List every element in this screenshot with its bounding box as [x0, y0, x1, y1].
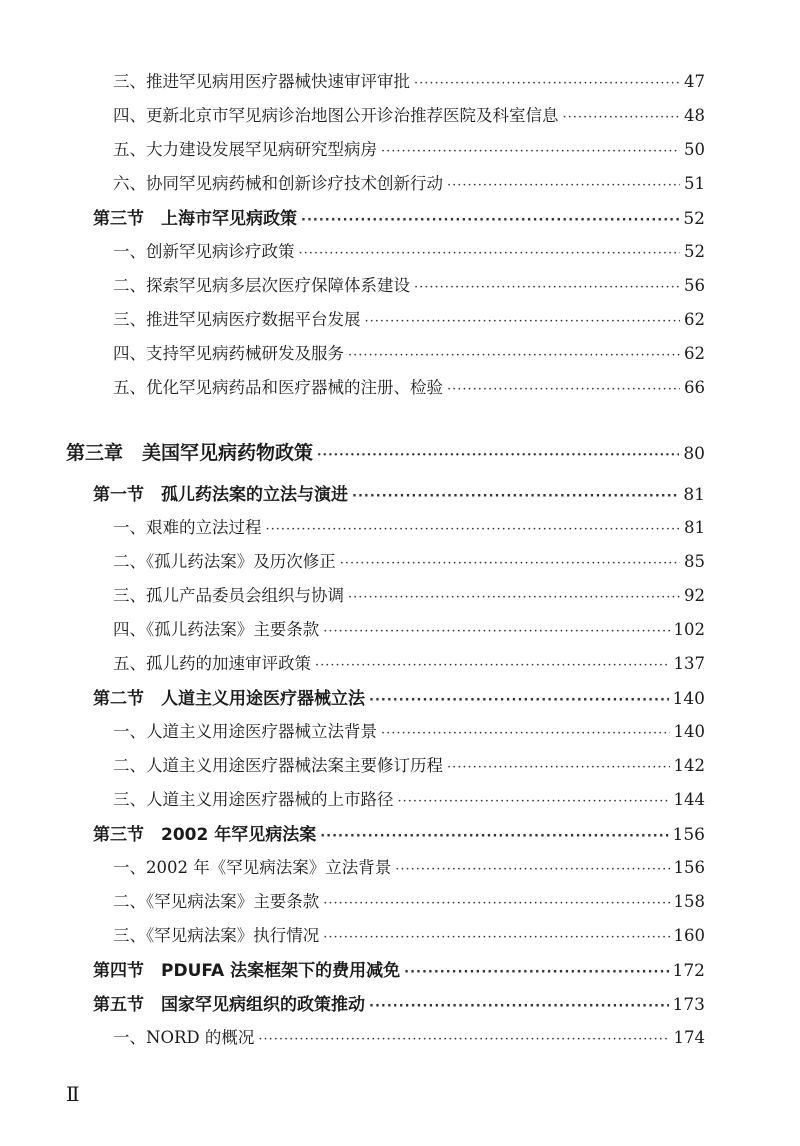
toc-page-number: 158 — [673, 892, 705, 911]
dot-leader — [317, 448, 679, 463]
dot-leader — [381, 726, 670, 741]
toc-page-number: 62 — [684, 310, 705, 329]
toc-entry-title: 第四节 PDUFA 法案框架下的费用减免 — [93, 961, 401, 981]
toc-page-number: 50 — [684, 140, 705, 159]
dot-leader — [369, 693, 669, 708]
toc-page-number: 156 — [673, 858, 705, 877]
toc-entry-title: 三、推进罕见病用医疗器械快速审评审批 — [113, 72, 410, 91]
toc-page-number: 52 — [684, 242, 705, 261]
toc-entry — [113, 136, 705, 160]
toc-entry — [113, 272, 705, 296]
toc-entry — [113, 718, 705, 742]
toc-entry-title: 二、人道主义用途医疗器械法案主要修订历程 — [113, 756, 443, 775]
dot-leader — [348, 348, 680, 363]
dot-leader — [395, 862, 669, 877]
dot-leader — [381, 144, 680, 159]
dot-leader — [323, 930, 669, 945]
toc-page-number: 173 — [672, 995, 705, 1015]
dot-leader — [563, 110, 681, 125]
dot-leader — [398, 794, 670, 809]
dot-leader — [323, 624, 669, 639]
toc-entry — [113, 306, 705, 330]
toc-entry-title: 三、孤儿产品委员会组织与协调 — [113, 586, 344, 605]
toc-entry — [113, 582, 705, 606]
toc-entry-title: 四、更新北京市罕见病诊治地图公开诊治推荐医院及科室信息 — [113, 106, 559, 125]
toc-entry-title: 一、2002 年《罕见病法案》立法背景 — [113, 858, 392, 877]
toc-page-number: 102 — [673, 620, 705, 639]
dot-leader — [299, 246, 681, 261]
toc-page-number: 137 — [673, 654, 705, 673]
toc-entry-title: 四、支持罕见病药械研发及服务 — [113, 344, 344, 363]
toc-entry — [113, 650, 705, 674]
toc-entry-title: 三、人道主义用途医疗器械的上市路径 — [113, 790, 394, 809]
toc-entry — [113, 374, 705, 398]
toc-entry-title: 一、艰难的立法过程 — [113, 518, 262, 537]
dot-leader — [352, 489, 679, 504]
toc-section — [93, 990, 705, 1015]
toc-entry — [113, 786, 705, 810]
toc-section — [93, 480, 705, 505]
toc-entry-title: 五、优化罕见病药品和医疗器械的注册、检验 — [113, 378, 443, 397]
dot-leader — [414, 76, 680, 91]
toc-entry-title: 二、探索罕见病多层次医疗保障体系建设 — [113, 276, 410, 295]
toc-entry-title: 六、协同罕见病药械和创新诊疗技术创新行动 — [113, 174, 443, 193]
toc-page-number: 51 — [684, 174, 705, 193]
toc-chapter — [66, 438, 705, 465]
toc-entry — [113, 514, 705, 538]
toc-entry-title: 三、《罕见病法案》执行情况 — [113, 926, 320, 945]
toc-entry-title: 一、NORD 的概况 — [113, 1028, 255, 1047]
toc-entry-title: 一、人道主义用途医疗器械立法背景 — [113, 722, 377, 741]
toc-page-number: 52 — [683, 209, 705, 229]
toc-page-number: 156 — [672, 825, 705, 845]
toc-entry — [113, 340, 705, 364]
toc-section — [93, 956, 705, 981]
toc-entry — [113, 548, 705, 572]
toc-page-number: 174 — [673, 1028, 705, 1047]
toc-entry-title: 一、创新罕见病诊疗政策 — [113, 242, 295, 261]
toc-entry-title: 三、推进罕见病医疗数据平台发展 — [113, 310, 361, 329]
toc-page-number: 48 — [684, 106, 705, 125]
toc-entry-title: 第三章 美国罕见病药物政策 — [66, 442, 314, 464]
dot-leader — [447, 178, 680, 193]
dot-leader — [323, 896, 669, 911]
toc-entry-title: 二、《孤儿药法案》及历次修正 — [113, 552, 336, 571]
toc-entry-title: 四、《孤儿药法案》主要条款 — [113, 620, 320, 639]
dot-leader — [320, 829, 668, 844]
toc-entry — [113, 170, 705, 194]
toc-entry — [113, 888, 705, 912]
toc-page-number: 140 — [672, 689, 705, 709]
toc-page-number: 80 — [683, 444, 705, 464]
toc-page-number: 140 — [673, 722, 705, 741]
toc-entry-title: 第二节 人道主义用途医疗器械立法 — [93, 689, 365, 709]
dot-leader — [369, 999, 669, 1014]
toc-entry-title: 第一节 孤儿药法案的立法与演进 — [93, 485, 348, 505]
toc-entry — [113, 922, 705, 946]
toc-page-number: 142 — [673, 756, 705, 775]
toc-page-number: 92 — [684, 586, 705, 605]
toc-entry — [113, 752, 705, 776]
toc-section — [93, 204, 705, 229]
toc-page-number: 62 — [684, 344, 705, 363]
toc-entry — [113, 102, 705, 126]
toc-page-number: 172 — [672, 961, 705, 981]
page-number: Ⅱ — [66, 1082, 80, 1106]
toc-section — [93, 820, 705, 845]
dot-leader — [301, 213, 679, 228]
toc-entry — [113, 1024, 705, 1048]
toc-page-number: 81 — [683, 485, 705, 505]
dot-leader — [315, 658, 670, 673]
toc-page-number: 160 — [673, 926, 705, 945]
dot-leader — [258, 1032, 669, 1047]
toc-page-number: 66 — [684, 378, 705, 397]
dot-leader — [365, 314, 681, 329]
toc-page-number: 85 — [684, 552, 705, 571]
toc-entry — [113, 238, 705, 262]
toc-entry — [113, 68, 705, 92]
dot-leader — [447, 760, 670, 775]
dot-leader — [447, 382, 680, 397]
toc-entry-title: 第五节 国家罕见病组织的政策推动 — [93, 995, 365, 1015]
dot-leader — [404, 965, 668, 980]
toc-page-number: 47 — [684, 72, 705, 91]
toc-page-number: 56 — [684, 276, 705, 295]
toc-entry-title: 五、大力建设发展罕见病研究型病房 — [113, 140, 377, 159]
dot-leader — [414, 280, 680, 295]
toc-entry-title: 第三节 2002 年罕见病法案 — [93, 825, 317, 845]
toc-entry-title: 第三节 上海市罕见病政策 — [93, 209, 297, 229]
toc-section — [93, 684, 705, 709]
toc-page-number: 144 — [673, 790, 705, 809]
dot-leader — [340, 556, 680, 571]
toc-entry-title: 五、孤儿药的加速审评政策 — [113, 654, 311, 673]
toc-entry — [113, 854, 705, 878]
dot-leader — [266, 522, 681, 537]
toc-entry — [113, 616, 705, 640]
toc-entry-title: 二、《罕见病法案》主要条款 — [113, 892, 320, 911]
toc-page-number: 81 — [684, 518, 705, 537]
dot-leader — [348, 590, 680, 605]
